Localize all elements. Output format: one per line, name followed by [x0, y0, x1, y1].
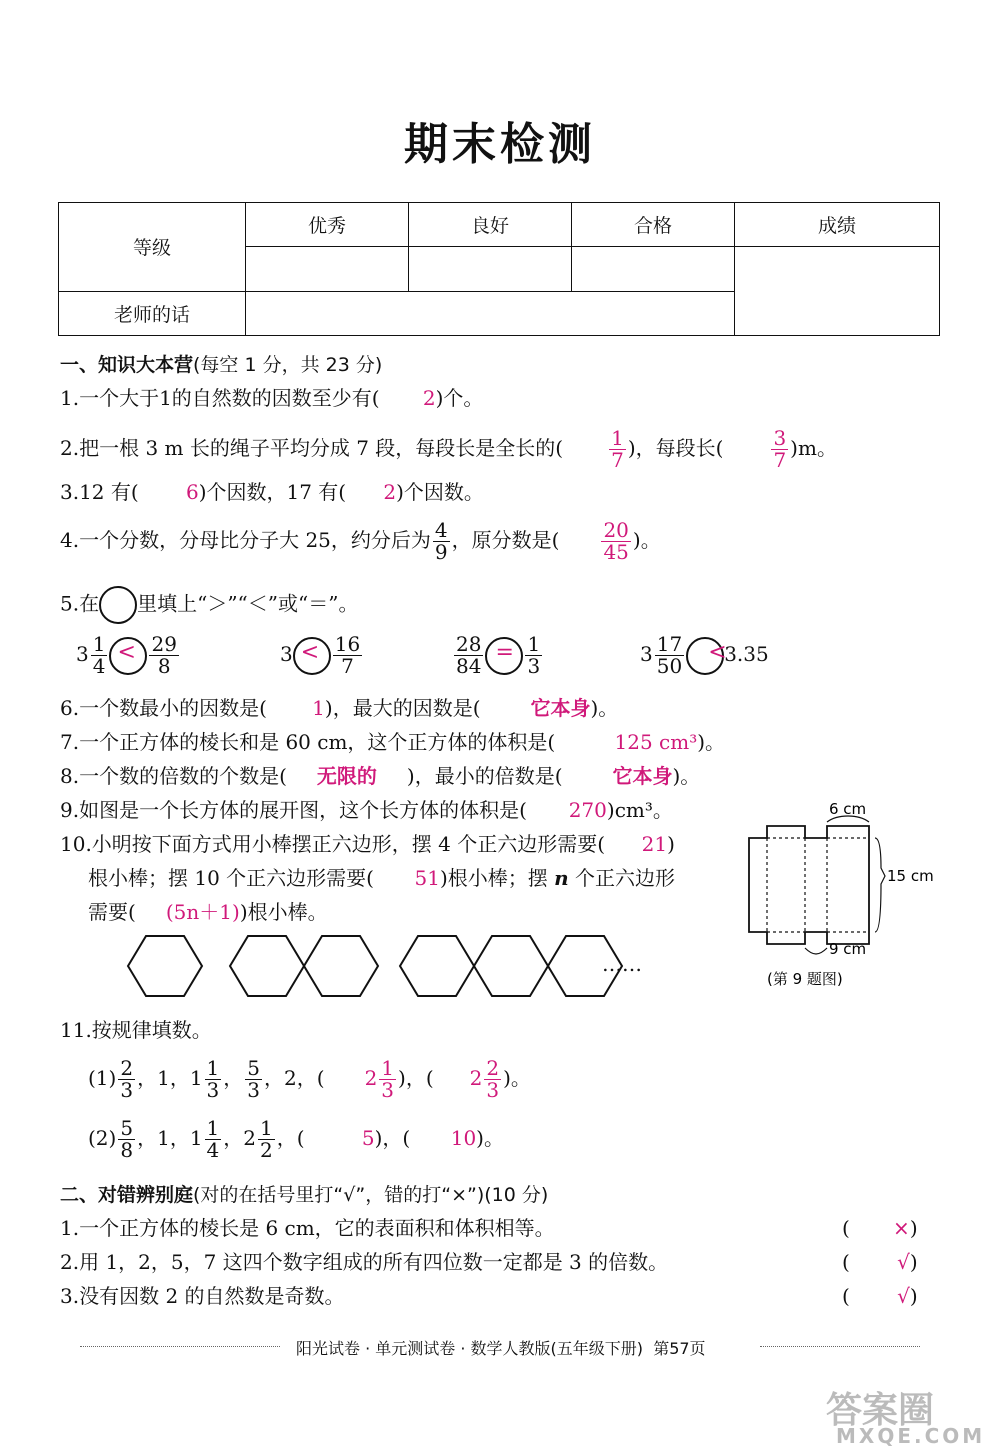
question-4: 4.一个分数，分母比分子大 25，约分后为 $\frac{4}{9}$ ，原分数是( $\frac{20}{45}$ )。 [60, 518, 661, 564]
hexagon-figure [120, 926, 660, 1008]
grade-pass: 合格 [572, 203, 735, 247]
answer-q7: 125 cm³ [614, 730, 698, 754]
teacher-comment-cell[interactable] [246, 291, 735, 335]
page-number: 第57页 [653, 1339, 706, 1358]
footer-text: 阳光试卷 · 单元测试卷 · 数学人教版(五年级下册) 第57页 [296, 1339, 706, 1358]
question-2: 2.把一根 3 m 长的绳子平均分成 7 段，每段长是全长的( $\frac{1}{7}$ )，每段长( $\frac{3}{7}$ )m。 [60, 426, 837, 472]
section2-heading: 二、对错辨别庭(对的在括号里打“√”，错的打“×”)(10 分) [60, 1184, 549, 1206]
compare-1: 3 $\frac{1}{4}$ < $\frac{29}{8}$ [76, 632, 177, 678]
watermark-url: MXQE.COM [836, 1424, 986, 1448]
answer-q1: 2 [422, 386, 436, 410]
grade-excellent: 优秀 [246, 203, 409, 247]
hexagon-2a [230, 936, 304, 996]
answer-q11-2a: 5 [361, 1126, 375, 1150]
compare-4: 3 $\frac{17}{50}$ < 3.35 [640, 632, 769, 678]
grade-label: 等级 [59, 203, 246, 292]
answer-q11-1b: 2 $\frac{2}{3}$ [469, 1056, 500, 1102]
question-10-line2: 根小棒；摆 10 个正六边形需要( 51)根小棒；摆 n 个正六边形 [88, 866, 676, 890]
tf-item-2: 2.用 1，2，5，7 这四个数字组成的所有四位数一定都是 3 的倍数。 [60, 1250, 669, 1274]
answer-tf-2: √ [897, 1250, 910, 1274]
hexagon-1 [128, 936, 202, 996]
hexagon-2b [304, 936, 378, 996]
grade-good: 良好 [409, 203, 572, 247]
answer-q6-b: 它本身 [530, 696, 591, 720]
hexagon-3b [474, 936, 548, 996]
footer-divider-left [80, 1346, 280, 1347]
answer-q2-length: $\frac{3}{7}$ [773, 426, 787, 472]
answer-q11-1a: 2 $\frac{1}{3}$ [364, 1056, 395, 1102]
answer-q3-a: 6 [185, 480, 199, 504]
question-9: 9.如图是一个长方体的展开图，这个长方体的体积是( 270)cm³。 [60, 798, 673, 822]
answer-q8-b: 它本身 [612, 764, 673, 788]
answer-q5-2: < [300, 639, 320, 665]
question-11-part1: (1) $\frac{2}{3}$ ，1，1 $\frac{1}{3}$ ， $\frac{5}{3}$ ，2，( 2 $\frac{1}{3}$ )，( 2 $\frac{2}{3}$ )。 [88, 1056, 531, 1102]
hexagon-3a [400, 936, 474, 996]
answer-q6-a: 1 [312, 696, 325, 720]
tf-answer-3: ( √) [842, 1284, 918, 1308]
answer-q9: 270 [568, 798, 607, 822]
question-8: 8.一个数的倍数的个数是( 无限的 )，最小的倍数是( 它本身)。 [60, 764, 701, 788]
teacher-label: 老师的话 [59, 291, 246, 335]
answer-q10-c: (5n＋1) [165, 900, 240, 924]
compare-3: $\frac{28}{84}$ = $\frac{1}{3}$ [456, 632, 541, 678]
reduced-fraction: $\frac{4}{9}$ [434, 518, 448, 564]
answer-q4: $\frac{20}{45}$ [603, 518, 629, 564]
page-title: 期末检测 [404, 119, 596, 170]
score-cell[interactable] [735, 247, 940, 336]
grade-good-cell[interactable] [409, 247, 572, 291]
tf-answer-1: ( ×) [842, 1216, 918, 1240]
answer-tf-3: √ [897, 1284, 910, 1308]
answer-q8-a: 无限的 [316, 764, 377, 788]
ellipsis: …… [602, 952, 642, 976]
answer-q10-b: 51 [414, 866, 440, 890]
question-5: 5.在 里填上“＞”“＜”或“＝”。 [60, 586, 358, 624]
question-6: 6.一个数最小的因数是( 1)，最大的因数是( 它本身)。 [60, 696, 619, 720]
compare-2: 3 < $\frac{16}{7}$ [280, 632, 361, 678]
question-7: 7.一个正方体的棱长和是 60 cm，这个正方体的体积是( 125 cm³)。 [60, 730, 726, 754]
answer-q5-4: < [708, 639, 727, 665]
watermark-logo: 答案圈 [826, 1390, 935, 1431]
answer-q2-fraction: $\frac{1}{7}$ [611, 426, 624, 472]
circle-icon [99, 586, 137, 624]
answer-q10-a: 21 [641, 832, 668, 856]
grade-excellent-cell[interactable] [246, 247, 409, 291]
grade-table [58, 202, 940, 336]
answer-q11-2b: 10 [450, 1126, 477, 1150]
answer-q3-b: 2 [383, 480, 397, 504]
cuboid-net-figure [745, 798, 955, 996]
question-1: 1.一个大于1的自然数的因数至少有( 2)个。 [60, 386, 484, 410]
answer-q5-3: = [495, 639, 514, 665]
question-10-line3: 需要( (5n＋1))根小棒。 [88, 900, 328, 924]
question-3: 3.12 有( 6)个因数，17 有( 2)个因数。 [60, 480, 484, 504]
footer-divider-right [760, 1346, 920, 1347]
tf-answer-2: ( √) [842, 1250, 918, 1274]
tf-item-3: 3.没有因数 2 的自然数是奇数。 [60, 1284, 345, 1308]
fig9-bottom-label: 9 cm [829, 940, 867, 958]
fig9-caption: (第 9 题图) [767, 970, 843, 988]
section1-heading: 一、知识大本营(每空 1 分，共 23 分) [60, 354, 383, 376]
answer-tf-1: × [893, 1216, 910, 1240]
question-11: 11.按规律填数。 [60, 1018, 212, 1042]
question-10-line1: 10.小明按下面方式用小棒摆正六边形，摆 4 个正六边形需要( 21) [60, 832, 675, 856]
fig9-top-label: 6 cm [829, 800, 867, 818]
score-label: 成绩 [735, 203, 940, 247]
answer-q5-1: < [117, 639, 136, 665]
grade-pass-cell[interactable] [572, 247, 735, 291]
question-11-part2: (2) $\frac{5}{8}$ ，1，1 $\frac{1}{4}$ ，2 $\frac{1}{2}$ ，( 5)，( 10)。 [88, 1116, 504, 1162]
fig9-right-label: 15 cm [887, 867, 934, 885]
tf-item-1: 1.一个正方体的棱长是 6 cm，它的表面积和体积相等。 [60, 1216, 555, 1240]
